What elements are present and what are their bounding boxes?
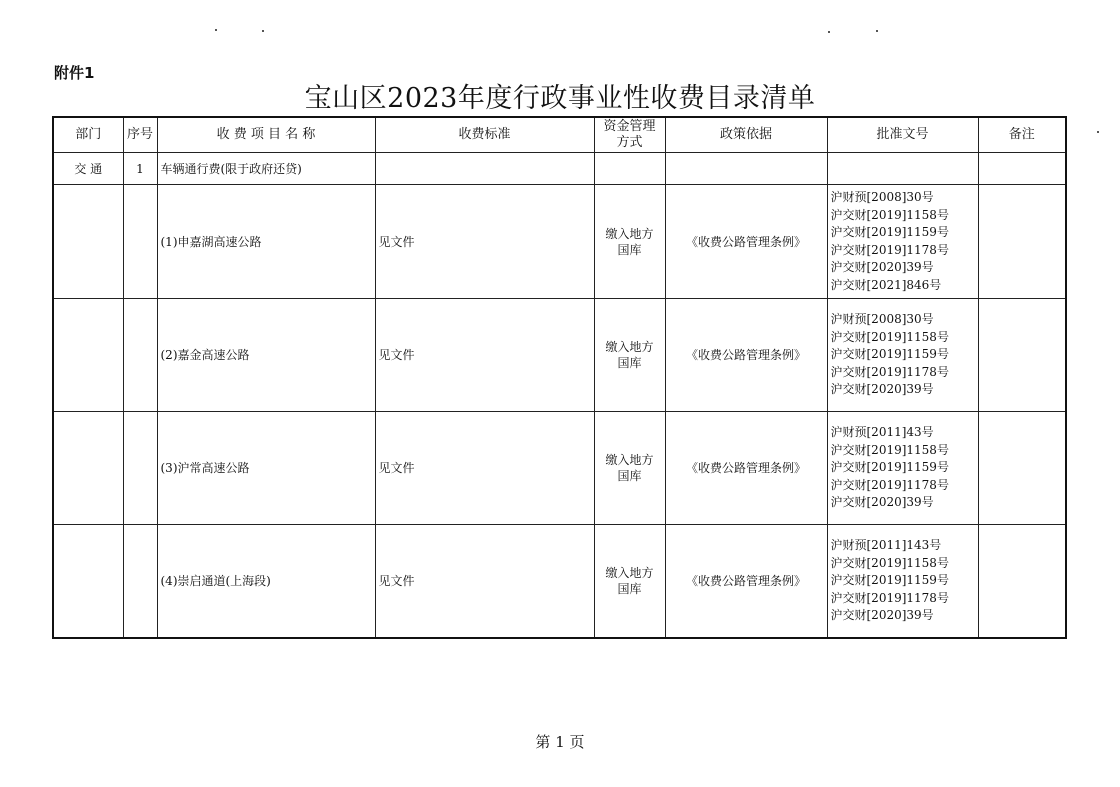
fee-catalog-table xyxy=(52,116,1067,639)
page-number-prefix: 第 xyxy=(535,733,551,751)
cell-approval xyxy=(827,153,978,185)
approval-number: 沪交财[2019]1158号 xyxy=(830,442,949,457)
funds-line2: 国库 xyxy=(617,469,642,483)
cell-seq xyxy=(123,299,157,412)
cell-remark xyxy=(978,525,1066,639)
table-row xyxy=(53,299,1066,412)
cell-policy xyxy=(665,153,827,185)
approval-number: 沪交财[2019]1159号 xyxy=(830,225,949,239)
funds-line2: 国库 xyxy=(617,242,642,257)
cell-standard: 见文件 xyxy=(375,412,594,525)
header-funds-line1: 资金管理 xyxy=(603,119,656,134)
approval-number: 沪交财[2020]39号 xyxy=(830,495,934,510)
cell-seq xyxy=(123,525,157,639)
funds-line2: 国库 xyxy=(617,356,642,370)
approval-number: 沪交财[2020]39号 xyxy=(830,382,934,397)
cell-seq xyxy=(123,412,157,525)
approval-number: 沪交财[2019]1178号 xyxy=(830,590,949,605)
table-row xyxy=(53,525,1066,639)
table-row xyxy=(53,412,1066,525)
funds-line1: 缴入地方 xyxy=(605,340,654,354)
header-seq: 序号 xyxy=(123,117,157,153)
cell-item: (4)崇启通道(上海段) xyxy=(157,525,375,639)
scan-speck xyxy=(828,31,830,33)
cell-item: 车辆通行费(限于政府还贷) xyxy=(157,153,375,185)
cell-policy: 《收费公路管理条例》 xyxy=(665,185,827,299)
approval-number: 沪交财[2020]39号 xyxy=(830,608,934,623)
cell-seq: 1 xyxy=(123,153,157,185)
header-standard: 收费标准 xyxy=(375,117,594,153)
attachment-label: 附件1 xyxy=(54,64,95,82)
cell-standard: 见文件 xyxy=(375,299,594,412)
cell-remark xyxy=(978,185,1066,299)
approval-number: 沪交财[2021]846号 xyxy=(830,277,942,292)
header-item: 收 费 项 目 名 称 xyxy=(157,117,375,153)
funds-line2: 国库 xyxy=(617,582,642,596)
funds-line1: 缴入地方 xyxy=(605,453,654,467)
page-number-suffix: 页 xyxy=(569,733,585,751)
page-number: 1 xyxy=(555,733,565,751)
cell-standard: 见文件 xyxy=(375,525,594,639)
cell-funds xyxy=(594,185,665,299)
scan-speck xyxy=(262,30,264,32)
cell-policy: 《收费公路管理条例》 xyxy=(665,299,827,412)
table-row xyxy=(53,185,1066,299)
header-dept: 部门 xyxy=(53,117,123,153)
approval-number: 沪交财[2020]39号 xyxy=(830,260,934,274)
approval-number: 沪交财[2019]1178号 xyxy=(830,364,949,379)
approval-number: 沪财预[2008]30号 xyxy=(830,312,934,327)
approval-number: 沪财预[2011]143号 xyxy=(830,538,942,553)
header-funds-line2: 方式 xyxy=(616,135,643,150)
cell-remark xyxy=(978,153,1066,185)
cell-dept: 交 通 xyxy=(53,153,123,185)
page-title: 宝山区2023年度行政事业性收费目录清单 xyxy=(304,83,816,114)
cell-remark xyxy=(978,412,1066,525)
header-funds xyxy=(594,117,665,153)
funds-line1: 缴入地方 xyxy=(605,566,654,580)
table-header-row xyxy=(53,117,1066,153)
approval-number: 沪交财[2019]1158号 xyxy=(830,207,949,222)
approval-number: 沪交财[2019]1158号 xyxy=(830,329,949,344)
cell-funds xyxy=(594,525,665,639)
cell-funds xyxy=(594,412,665,525)
scan-speck xyxy=(215,29,217,31)
cell-dept xyxy=(53,185,123,299)
cell-item: (1)申嘉湖高速公路 xyxy=(157,185,375,299)
cell-standard: 见文件 xyxy=(375,185,594,299)
cell-approval xyxy=(827,525,978,639)
funds-line1: 缴入地方 xyxy=(605,226,654,241)
table-row-main xyxy=(53,153,1066,185)
cell-item: (2)嘉金高速公路 xyxy=(157,299,375,412)
approval-number: 沪交财[2019]1158号 xyxy=(830,555,949,570)
cell-dept xyxy=(53,412,123,525)
cell-policy: 《收费公路管理条例》 xyxy=(665,525,827,639)
scan-speck xyxy=(876,30,878,32)
scan-speck xyxy=(1097,131,1099,133)
header-policy: 政策依据 xyxy=(665,117,827,153)
cell-dept xyxy=(53,299,123,412)
approval-number: 沪财预[2008]30号 xyxy=(830,190,934,204)
approval-number: 沪交财[2019]1178号 xyxy=(830,477,949,492)
cell-approval xyxy=(827,185,978,299)
cell-dept xyxy=(53,525,123,639)
approval-number: 沪交财[2019]1159号 xyxy=(830,460,949,475)
cell-item: (3)沪常高速公路 xyxy=(157,412,375,525)
cell-approval xyxy=(827,412,978,525)
header-approval: 批准文号 xyxy=(827,117,978,153)
cell-seq xyxy=(123,185,157,299)
cell-standard xyxy=(375,153,594,185)
cell-remark xyxy=(978,299,1066,412)
cell-policy: 《收费公路管理条例》 xyxy=(665,412,827,525)
cell-approval xyxy=(827,299,978,412)
cell-funds xyxy=(594,299,665,412)
approval-number: 沪交财[2019]1159号 xyxy=(830,573,949,588)
approval-number: 沪交财[2019]1178号 xyxy=(830,242,949,257)
header-remark: 备注 xyxy=(978,117,1066,153)
approval-number: 沪财预[2011]43号 xyxy=(830,425,934,440)
approval-number: 沪交财[2019]1159号 xyxy=(830,347,949,362)
cell-funds xyxy=(594,153,665,185)
page-footer xyxy=(0,731,1120,752)
